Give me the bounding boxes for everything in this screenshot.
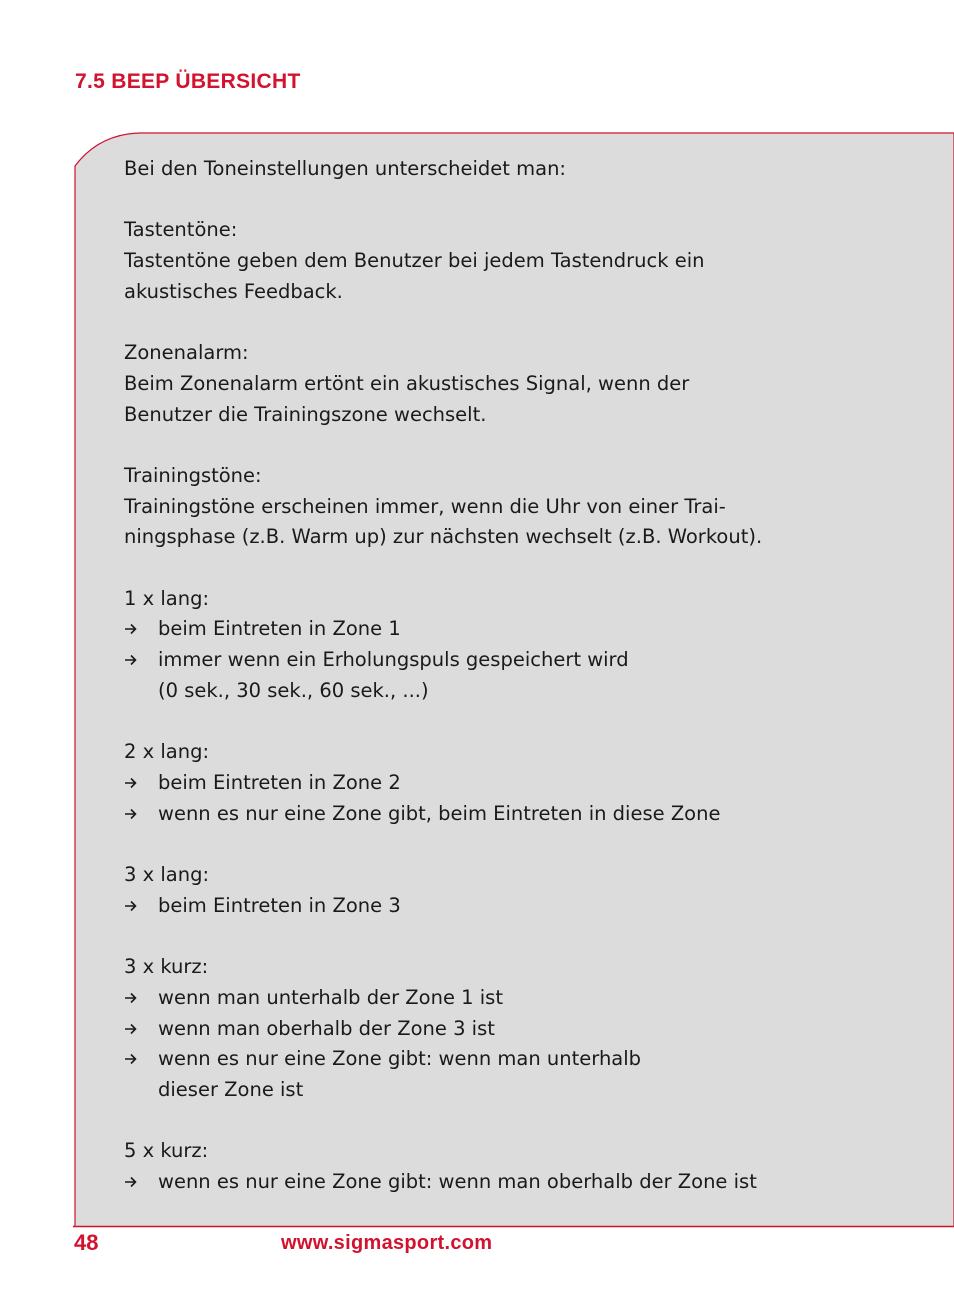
page-number: 48 xyxy=(74,1230,99,1255)
beep-list-item xyxy=(124,891,844,922)
beep-list-item-text: (0 sek., 30 sek., 60 sek., ...) xyxy=(158,678,429,702)
arrow-right-icon xyxy=(124,1167,140,1197)
zone-alarm-heading: Zonenalarm: xyxy=(124,341,249,365)
section-title: 7.5 BEEP ÜBERSICHT xyxy=(75,70,301,93)
beep-heading: 3 x lang: xyxy=(124,863,210,887)
beep-list-item xyxy=(124,983,844,1014)
beep-list-item-text: beim Eintreten in Zone 2 xyxy=(158,770,401,794)
key-tones-text: Tastentöne geben dem Benutzer bei jedem Tastendruck ein xyxy=(124,249,705,273)
key-tones-text: akustisches Feedback. xyxy=(124,279,343,303)
arrow-right-icon xyxy=(124,614,140,644)
beep-list-item xyxy=(124,768,844,799)
beep-heading: 5 x kurz: xyxy=(124,1139,209,1163)
beep-list-item xyxy=(124,1014,844,1045)
training-tones-text: Trainingstöne erscheinen immer, wenn die Uhr von einer Trai- xyxy=(124,494,726,518)
beep-heading: 2 x lang: xyxy=(124,740,210,764)
arrow-right-icon xyxy=(124,983,140,1013)
beep-heading: 1 x lang: xyxy=(124,586,210,610)
beep-list-item-text: beim Eintreten in Zone 3 xyxy=(158,893,401,917)
zone-alarm-text: Beim Zonenalarm ertönt ein akustisches Signal, wenn der xyxy=(124,371,690,395)
zone-alarm-text: Benutzer die Trainingszone wechselt. xyxy=(124,402,487,426)
beep-list-item xyxy=(124,1167,844,1198)
arrow-right-icon xyxy=(124,891,140,921)
beep-list-item-text: wenn es nur eine Zone gibt: wenn man unterhalb xyxy=(158,1047,642,1071)
beep-list-item-text: wenn man unterhalb der Zone 1 ist xyxy=(158,985,503,1009)
arrow-right-icon xyxy=(124,768,140,798)
arrow-right-icon xyxy=(124,645,140,675)
arrow-right-icon xyxy=(124,799,140,829)
beep-list-item xyxy=(124,645,844,706)
footer-url-link[interactable]: www.sigmasport.com xyxy=(281,1232,493,1254)
beep-list-item-text: wenn man oberhalb der Zone 3 ist xyxy=(158,1016,495,1040)
beep-heading: 3 x kurz: xyxy=(124,955,209,979)
arrow-right-icon xyxy=(124,1014,140,1044)
beep-list-item-text: wenn es nur eine Zone gibt, beim Eintreten in diese Zone xyxy=(158,801,721,825)
intro-text: Bei den Toneinstellungen unterscheidet man: xyxy=(124,157,566,180)
beep-list-item-text: dieser Zone ist xyxy=(158,1077,304,1101)
beep-list-item-text: beim Eintreten in Zone 1 xyxy=(158,617,401,641)
key-tones-heading: Tastentöne: xyxy=(124,218,238,242)
beep-list-item xyxy=(124,614,844,645)
training-tones-text: ningsphase (z.B. Warm up) zur nächsten wechselt (z.B. Workout). xyxy=(124,525,763,549)
beep-list-item-text: wenn es nur eine Zone gibt: wenn man oberhalb der Zone ist xyxy=(158,1170,757,1194)
training-tones-heading: Trainingstöne: xyxy=(124,463,262,487)
beep-list-item-text: immer wenn ein Erholungspuls gespeichert wird xyxy=(158,648,629,672)
beep-list-item xyxy=(124,799,844,830)
arrow-right-icon xyxy=(124,1044,140,1074)
beep-overview-content xyxy=(124,154,844,1198)
beep-list-item xyxy=(124,1044,844,1105)
